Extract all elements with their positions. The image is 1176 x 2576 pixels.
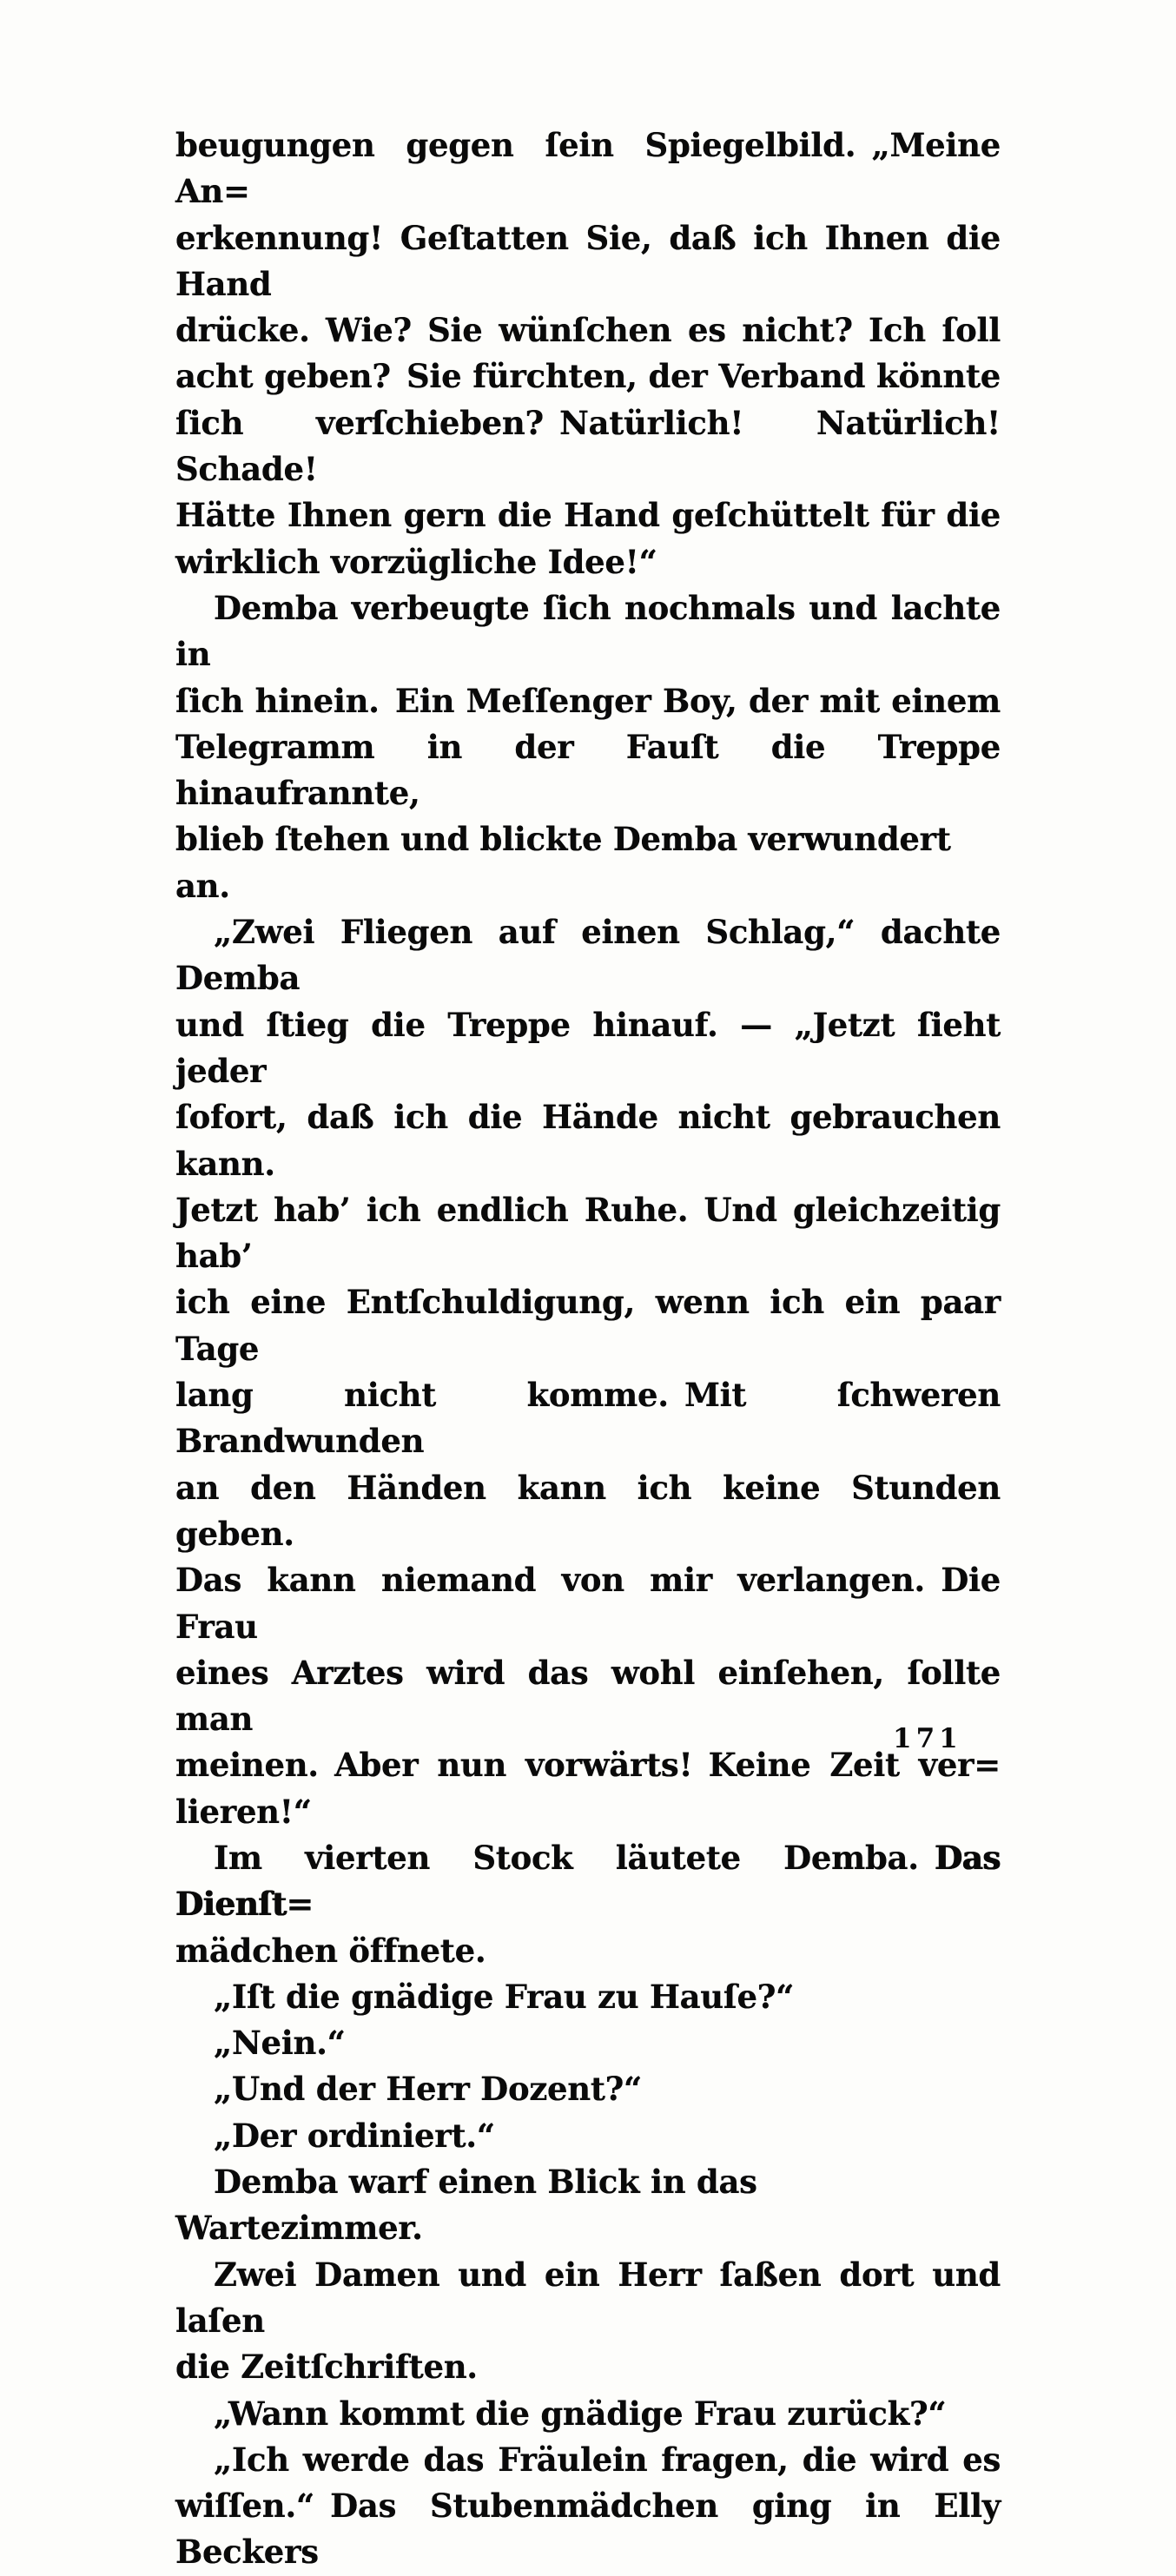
text-line: [175, 539, 1001, 585]
text-segment: „Ich werde das Fräulein fragen, die wird es: [214, 2440, 1001, 2479]
text-line: [175, 1974, 1001, 2020]
text-segment: lieren!“: [175, 1792, 312, 1831]
text-segment: „Und der Herr Dozent?“: [214, 2070, 643, 2109]
text-line: [175, 122, 1001, 215]
text-line: [175, 2252, 1001, 2345]
text-line: [175, 215, 1001, 308]
text-line: [175, 1742, 1001, 1788]
text-line: [175, 1002, 1001, 1095]
text-line: [175, 2344, 1001, 2390]
text-segment: eines Arztes wird das wohl einſehen, ſollte man: [175, 1653, 1001, 1739]
text-line: [175, 400, 1001, 493]
text-block: [175, 122, 1001, 2576]
text-segment: beugungen gegen ſein Spiegelbild. „Meine An=: [175, 126, 1001, 211]
text-segment: Hätte Ihnen gern die Hand geſchüttelt für die: [175, 496, 1001, 535]
text-line: [175, 585, 1001, 678]
text-segment: „Der ordiniert.“: [214, 2116, 495, 2155]
text-line: [175, 2020, 1001, 2066]
text-line: [175, 2437, 1001, 2483]
text-line: [175, 2159, 1001, 2252]
text-line: [175, 724, 1001, 817]
text-line: [175, 1372, 1001, 1465]
text-line: [175, 2113, 1001, 2159]
text-segment: wirklich vorzügliche Idee!“: [175, 542, 657, 581]
text-segment: Im vierten Stock läutete Demba.: [214, 1838, 935, 1877]
text-segment: Telegramm in der Fauſt die Treppe hinaufrannte,: [175, 727, 1001, 813]
text-line: [175, 1928, 1001, 1974]
text-segment: mädchen öffnete.: [175, 1931, 486, 1970]
text-line: [175, 816, 1001, 909]
text-segment: „Zwei Fliegen auf einen Schlag,“ dachte Demba: [175, 913, 1001, 998]
text-line: [175, 353, 1001, 400]
text-line: [175, 1557, 1001, 1650]
text-line: [175, 2483, 1001, 2576]
text-segment: Demba warf einen Blick in das Wartezimmer.: [175, 2163, 757, 2248]
text-segment: drücke. Wie? Sie wünſchen es nicht? Ich ſoll: [175, 311, 1001, 350]
page-number: 171: [893, 1723, 962, 1754]
text-line: [175, 1279, 1001, 1372]
text-segment: an den Händen kann ich keine Stunden geben.: [175, 1468, 1001, 1553]
text-segment: ſofort, daß ich die Hände nicht gebrauchen kann.: [175, 1098, 1001, 1183]
text-line: [175, 307, 1001, 353]
text-segment: meinen. Aber nun vorwärts! Keine Zeit ver=: [175, 1746, 1001, 1785]
text-segment: ſich hinein. Ein Meſſenger Boy, der mit einem: [175, 681, 1001, 720]
text-line: [175, 1187, 1001, 1280]
text-line: [175, 492, 1001, 538]
text-segment: die Zeitſchriften.: [175, 2348, 478, 2387]
text-segment: „Nein.“: [214, 2024, 346, 2063]
text-segment: acht geben? Sie fürchten, der Verband könnte: [175, 357, 1001, 396]
text-line: [175, 1650, 1001, 1743]
text-line: [175, 1094, 1001, 1187]
text-segment-bold: Das Dienſt=: [175, 1838, 1001, 1924]
text-line: [175, 678, 1001, 724]
text-line: [175, 1835, 1001, 1928]
text-line: [175, 2391, 1001, 2437]
text-segment: ich eine Entſchuldigung, wenn ich ein paar Tage: [175, 1283, 1001, 1368]
text-segment: Das kann niemand von mir verlangen. Die Frau: [175, 1561, 1001, 1646]
text-segment: „Iſt die gnädige Frau zu Hauſe?“: [214, 1977, 795, 2016]
text-segment: Jetzt hab’ ich endlich Ruhe. Und gleichzeitig hab’: [175, 1190, 1001, 1276]
text-line: [175, 2066, 1001, 2112]
text-segment: erkennung! Geſtatten Sie, daß ich Ihnen die Hand: [175, 218, 1001, 303]
text-segment: blieb ſtehen und blickte Demba verwundert an.: [175, 820, 951, 905]
text-segment: „Wann kommt die gnädige Frau zurück?“: [214, 2394, 947, 2433]
text-line: [175, 1789, 1001, 1835]
text-segment: ſich verſchieben? Natürlich! Natürlich! Schade!: [175, 403, 1001, 489]
text-segment: lang nicht komme. Mit ſchweren Brandwunden: [175, 1376, 1001, 1461]
text-line: [175, 909, 1001, 1002]
text-segment: Zwei Damen und ein Herr ſaßen dort und laſen: [175, 2255, 1001, 2340]
text-line: [175, 1465, 1001, 1558]
text-segment: und ſtieg die Treppe hinauf. — „Jetzt ſieht jeder: [175, 1005, 1001, 1090]
text-segment: Demba verbeugte ſich nochmals und lachte in: [175, 588, 1001, 674]
text-segment: wiſſen.“ Das Stubenmädchen ging in Elly Beckers: [175, 2487, 1001, 2572]
